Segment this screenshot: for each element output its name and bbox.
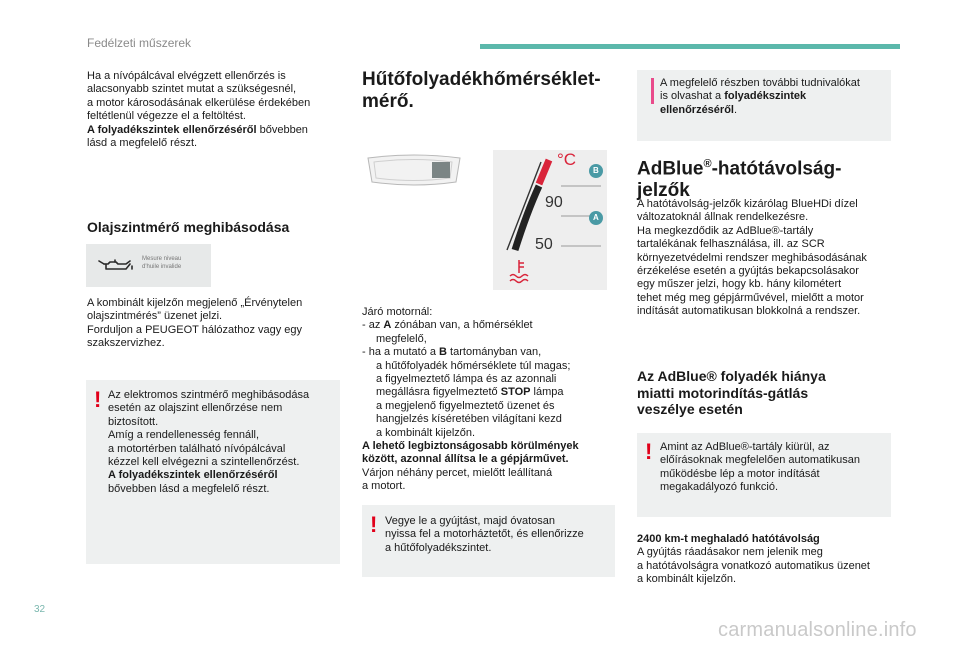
text-line: a figyelmeztető lámpa és az azonnali bbox=[376, 373, 557, 386]
text-span: . bbox=[733, 103, 738, 116]
text-line: a kombinált kijelzőn. bbox=[376, 426, 476, 439]
list-item bbox=[362, 319, 612, 332]
text-line bbox=[87, 124, 347, 137]
text-line: esetén az olajszint ellenőrzése nem bbox=[108, 402, 283, 415]
intro-paragraph bbox=[87, 70, 347, 150]
text-line: környezetvédelmi rendszer meghibásodásának bbox=[637, 251, 867, 264]
text-line: szakszervizhez. bbox=[87, 337, 165, 350]
text-line: megfelelő, bbox=[376, 332, 427, 345]
text-line bbox=[660, 90, 888, 103]
heading-line: mérő. bbox=[362, 91, 414, 112]
text-line: a megjelenő figyelmeztető üzenet és bbox=[376, 399, 555, 412]
text-line: a hatótávolságra vonatkozó automatikus üzenet bbox=[637, 559, 870, 572]
zone-ref: A bbox=[383, 319, 392, 332]
text-span: lámpa bbox=[530, 386, 564, 399]
text-line: Ha megkezdődik az AdBlue®-tartály bbox=[637, 224, 814, 237]
text-line: kézzel kell elvégezni a szintellenőrzést. bbox=[108, 456, 300, 469]
info-text bbox=[660, 77, 888, 117]
bold-ref: folyadékszintek bbox=[724, 90, 807, 103]
adblue-paragraph bbox=[637, 198, 899, 319]
text-span: is olvashat a bbox=[660, 90, 725, 103]
heading-line bbox=[637, 153, 841, 180]
heading-line: Hűtőfolyadékhőmérséklet- bbox=[362, 69, 601, 90]
oil-paragraph bbox=[87, 297, 347, 351]
gauge-tick-50: 50 bbox=[535, 236, 553, 253]
text-span: megállásra figyelmeztető bbox=[376, 386, 501, 399]
text-line: működésbe lép a motor indítását bbox=[660, 467, 820, 480]
text-span: tartományban van, bbox=[447, 346, 542, 359]
text-line: tehet még meg gépjárművével, mielőtt a motor bbox=[637, 291, 864, 304]
registered-mark: ® bbox=[703, 158, 712, 170]
text-span: -hatótávolság- bbox=[711, 158, 842, 180]
text-line bbox=[660, 104, 888, 117]
text-line: Várjon néhány percet, mielőtt leállítaná bbox=[362, 466, 553, 479]
bold-ref: ellenőrzéséről bbox=[660, 103, 734, 116]
info-icon bbox=[651, 78, 654, 104]
text-line: Forduljon a PEUGEOT hálózathoz vagy egy bbox=[87, 323, 303, 336]
bold-line: között, azonnal állítsa le a gépjárművet. bbox=[362, 453, 569, 466]
text-span: bővebben bbox=[256, 123, 308, 136]
coolant-heading bbox=[362, 69, 601, 113]
text-line: a hűtőfolyadékszintet. bbox=[385, 541, 492, 554]
text-line: A megfelelő részben további tudnivalókat bbox=[660, 77, 860, 89]
text-line: A gyújtás ráadásakor nem jelenik meg bbox=[637, 546, 823, 559]
text-line: Amint az AdBlue®-tartály kiürül, az bbox=[660, 441, 830, 453]
gauge-tick-90: 90 bbox=[545, 194, 563, 211]
text-line: A hatótávolság-jelzők kizárólag BlueHDi dízel bbox=[637, 198, 858, 210]
text-line: a kombinált kijelzőn. bbox=[637, 573, 737, 586]
text-line: tartalékának felhasználása, ill. az SCR bbox=[637, 238, 825, 251]
text-line: Mesure niveau bbox=[142, 256, 182, 262]
adblue-empty-heading bbox=[637, 368, 826, 418]
text-line: a motort. bbox=[362, 480, 406, 493]
instrument-cluster-icon bbox=[364, 152, 464, 190]
zone-b-label: B bbox=[593, 166, 599, 175]
heading-line: veszélye esetén bbox=[637, 401, 743, 417]
warning-text bbox=[108, 389, 338, 496]
coolant-paragraph bbox=[362, 306, 612, 494]
adblue-range-heading bbox=[637, 153, 841, 202]
heading-line: jelzők bbox=[637, 180, 690, 202]
text-span: zónában van, a hőmérséklet bbox=[391, 319, 533, 332]
bold-line: 2400 km-t meghaladó hatótávolság bbox=[637, 533, 820, 545]
section-title: Fedélzeti műszerek bbox=[87, 36, 192, 50]
text-line bbox=[362, 386, 612, 399]
text-line: nyissa fel a motorháztetőt, és ellenőrizze bbox=[385, 528, 584, 541]
text-line: megakadályozó funkció. bbox=[660, 481, 779, 494]
coolant-temperature-icon bbox=[510, 260, 528, 283]
text-line: a motortérben található nívópálcával bbox=[108, 442, 286, 455]
gauge-unit-label: °C bbox=[557, 150, 577, 169]
heading-line: miatti motorindítás-gátlás bbox=[637, 384, 809, 401]
text-line: Vegye le a gyújtást, majd óvatosan bbox=[385, 515, 555, 527]
page-number: 32 bbox=[34, 604, 46, 615]
text-line: a motor károsodásának elkerülése érdekében bbox=[87, 96, 311, 109]
text-line: egy műszer jelzi, hogy kb. hány kilométert bbox=[637, 278, 842, 291]
heading-line: Az AdBlue® folyadék hiánya bbox=[637, 368, 826, 384]
text-span: - ha a mutató a bbox=[362, 346, 440, 359]
temperature-gauge bbox=[493, 150, 607, 290]
range-2400-paragraph bbox=[637, 533, 899, 587]
warning-icon: ! bbox=[645, 439, 653, 464]
bold-line: A lehető legbiztonságosabb körülmények bbox=[362, 440, 579, 453]
text-line: A kombinált kijelzőn megjelenő „Érvénytelen bbox=[87, 297, 303, 309]
bold-ref: A folyadékszintek ellenőrzéséről bbox=[87, 123, 257, 136]
text-line: alacsonyabb szintet mutat a szükségesnél, bbox=[87, 83, 297, 96]
text-line: lásd a megfelelő részt. bbox=[87, 137, 198, 150]
text-line: Amíg a rendellenesség fennáll, bbox=[108, 429, 260, 442]
text-span: - az bbox=[362, 319, 384, 332]
text-line: Az elektromos szintmérő meghibásodása bbox=[108, 389, 310, 401]
text-line: Járó motornál: bbox=[362, 306, 433, 318]
text-line: a hűtőfolyadék hőmérséklete túl magas; bbox=[376, 359, 571, 372]
list-item bbox=[362, 346, 612, 359]
text-line: biztosított. bbox=[108, 415, 159, 428]
text-line: d'huile invalide bbox=[142, 264, 182, 270]
text-line: indítását automatikusan blokkolná a rendszer. bbox=[637, 305, 861, 318]
warning-text bbox=[385, 515, 613, 555]
header-accent-bar bbox=[480, 44, 900, 49]
text-line: érzékelése esetén a gyújtás bekapcsolásakor bbox=[637, 265, 859, 278]
bold-ref: A folyadékszintek ellenőrzéséről bbox=[108, 469, 278, 482]
zone-a-label: A bbox=[593, 213, 599, 222]
oil-gauge-heading: Olajszintmérő meghibásodása bbox=[87, 219, 290, 235]
zone-ref: B bbox=[439, 346, 447, 359]
watermark: carmanualsonline.info bbox=[718, 619, 917, 641]
text-line: előírásoknak megfelelően automatikusan bbox=[660, 454, 860, 467]
warning-icon: ! bbox=[370, 512, 378, 537]
temperature-gauge-drawing bbox=[493, 150, 607, 290]
stop-ref: STOP bbox=[500, 386, 531, 399]
text-line: hangjelzés kíséretében világítani kezd bbox=[376, 413, 562, 426]
text-line: olajszintmérés” üzenet jelzi. bbox=[87, 310, 223, 323]
warning-text bbox=[660, 441, 888, 495]
text-span: AdBlue bbox=[637, 158, 704, 180]
warning-icon: ! bbox=[94, 387, 102, 412]
text-line: változatoknál állnak rendelkezésre. bbox=[637, 211, 809, 224]
text-line: feltétlenül végezze el a feltöltést. bbox=[87, 110, 246, 123]
oil-panel-text bbox=[142, 255, 181, 271]
text-line: Ha a nívópálcával elvégzett ellenőrzés is bbox=[87, 70, 286, 82]
text-line: bővebben lásd a megfelelő részt. bbox=[108, 482, 270, 495]
